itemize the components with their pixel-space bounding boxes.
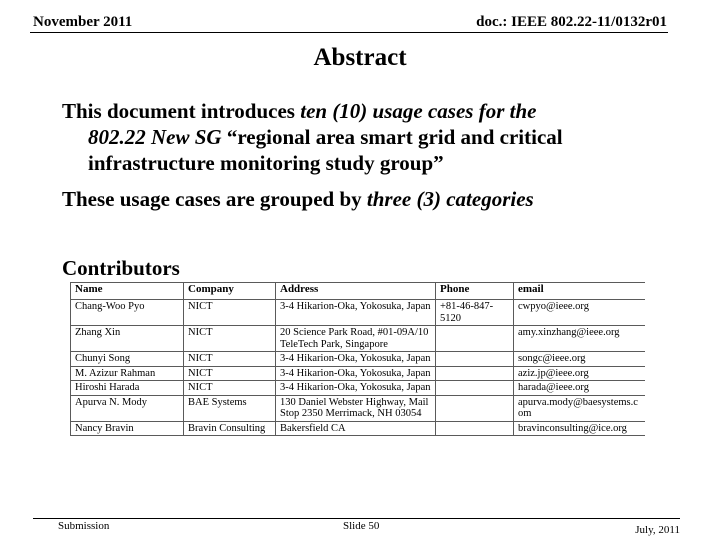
intro-line-2 [62,124,682,150]
intro-text-2: ten (10) usage cases for the [300,99,537,123]
cell-email: amy.xinzhang@ieee.org [514,326,646,352]
cell-company: NICT [184,300,276,326]
intro-paragraph [62,98,682,176]
contributors-heading: Contributors [62,256,180,280]
categories-text-2: three (3) categories [366,187,534,211]
table-header-row [71,283,646,300]
cell-address: 3-4 Hikarion-Oka, Yokosuka, Japan [276,366,436,381]
column-header-company: Company [184,283,276,300]
table-row [71,395,646,421]
cell-name: Hiroshi Harada [71,381,184,396]
cell-name: Chunyi Song [71,352,184,367]
cell-phone [436,326,514,352]
intro-text-5: infrastructure monitoring study group” [88,151,444,175]
cell-email: songc@ieee.org [514,352,646,367]
header-doc-id: doc.: IEEE 802.22-11/0132r01 [476,14,667,30]
cell-phone [436,395,514,421]
cell-email: cwpyo@ieee.org [514,300,646,326]
table-row [71,352,646,367]
intro-line-3 [62,150,682,176]
cell-name: Chang-Woo Pyo [71,300,184,326]
column-header-email: email [514,283,646,300]
cell-address: 130 Daniel Webster Highway, Mail Stop 2350 Merrimack, NH 03054 [276,395,436,421]
column-header-phone: Phone [436,283,514,300]
contributors-table [70,282,645,436]
cell-address: 3-4 Hikarion-Oka, Yokosuka, Japan [276,300,436,326]
footer-slide-number: Slide 50 [343,520,380,532]
cell-name: Nancy Bravin [71,421,184,436]
table-row [71,421,646,436]
intro-text-1: This document introduces [62,99,301,123]
intro-text-3: 802.22 New SG [88,125,222,149]
cell-name: Apurva N. Mody [71,395,184,421]
header-divider [30,32,668,33]
cell-company: NICT [184,366,276,381]
table-row [71,300,646,326]
cell-company: Bravin Consulting [184,421,276,436]
cell-company: NICT [184,326,276,352]
cell-email: bravinconsulting@ice.org [514,421,646,436]
contributors-table-wrapper [70,282,645,502]
categories-paragraph [62,186,682,212]
cell-email: apurva.mody@baesystems.com [514,395,646,421]
cell-phone [436,352,514,367]
cell-address: 20 Science Park Road, #01-09A/10 TeleTech Park, Singapore [276,326,436,352]
intro-line-1 [62,98,682,124]
intro-text-4: “regional area smart grid and critical [221,125,563,149]
cell-email: harada@ieee.org [514,381,646,396]
categories-text-1: These usage cases are grouped by [62,187,367,211]
cell-address: 3-4 Hikarion-Oka, Yokosuka, Japan [276,352,436,367]
cell-company: NICT [184,352,276,367]
cell-address: Bakersfield CA [276,421,436,436]
footer-date: July, 2011 [635,524,680,536]
cell-company: BAE Systems [184,395,276,421]
footer-submission: Submission [58,520,110,532]
cell-phone [436,366,514,381]
cell-email: aziz.jp@ieee.org [514,366,646,381]
cell-address: 3-4 Hikarion-Oka, Yokosuka, Japan [276,381,436,396]
cell-company: NICT [184,381,276,396]
cell-name: M. Azizur Rahman [71,366,184,381]
table-row [71,326,646,352]
cell-phone [436,381,514,396]
cell-phone [436,421,514,436]
cell-name: Zhang Xin [71,326,184,352]
table-row [71,366,646,381]
header-date: November 2011 [33,14,133,30]
table-row [71,381,646,396]
page-title: Abstract [313,44,407,71]
footer-divider [33,518,680,519]
column-header-name: Name [71,283,184,300]
column-header-address: Address [276,283,436,300]
cell-phone: +81-46-847- 5120 [436,300,514,326]
